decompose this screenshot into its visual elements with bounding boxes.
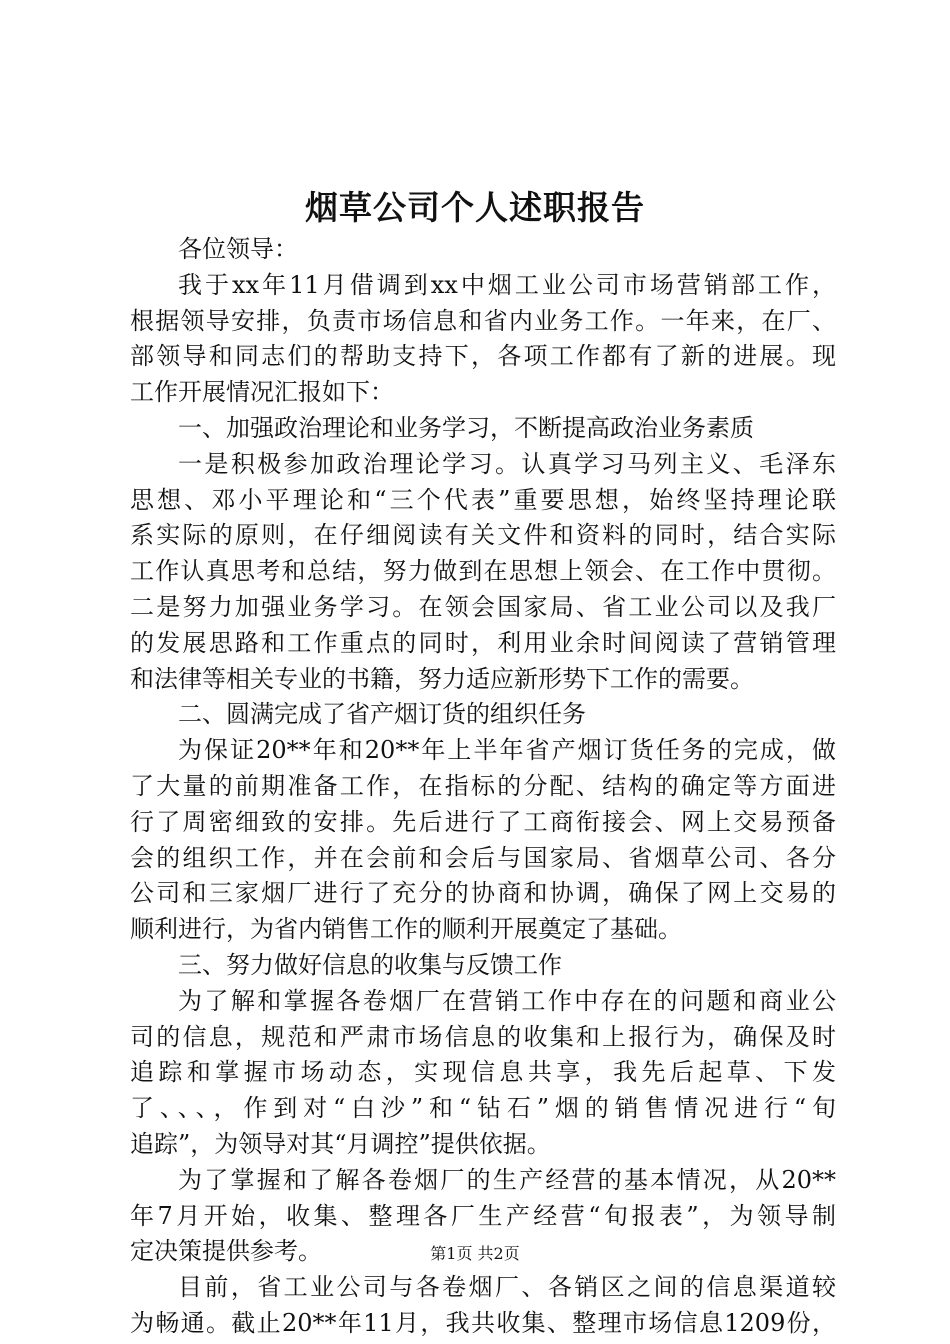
section-heading: 二、圆满完成了省产烟订货的组织任务: [178, 700, 586, 729]
salutation-line: 各位领导：: [178, 235, 298, 263]
paragraph-line: 为保证20**年和20**年上半年省产烟订货任务的完成，做: [178, 736, 836, 765]
paragraph-line: 思想、邓小平理论和“三个代表”重要思想，始终坚持理论联: [130, 485, 836, 514]
document-title: 烟草公司个人述职报告: [305, 188, 645, 227]
paragraph-line: 工作认真思考和总结，努力做到在思想上领会、在工作中贯彻。: [130, 557, 836, 586]
paragraph-line: 定决策提供参考。: [130, 1237, 322, 1266]
paragraph-line: 部领导和同志们的帮助支持下，各项工作都有了新的进展。现: [130, 342, 836, 371]
paragraph-line: 公司和三家烟厂进行了充分的协商和协调，确保了网上交易的: [130, 879, 836, 908]
paragraph-line: 我于xx年11月借调到xx中烟工业公司市场营销部工作，: [178, 270, 836, 299]
paragraph-line: 追踪和掌握市场动态，实现信息共享，我先后起草、下发: [130, 1058, 836, 1087]
paragraph-line: 追踪”，为领导对其“月调控”提供依据。: [130, 1129, 551, 1158]
paragraph-line: 根据领导安排，负责市场信息和省内业务工作。一年来，在厂、: [130, 306, 836, 335]
page-number-footer: 第1页 共2页: [430, 1244, 520, 1263]
paragraph-line: 的发展思路和工作重点的同时，利用业余时间阅读了营销管理: [130, 628, 836, 657]
paragraph-line: 为了解和掌握各卷烟厂在营销工作中存在的问题和商业公: [178, 986, 836, 1015]
paragraph-line: 顺利进行，为省内销售工作的顺利开展奠定了基础。: [130, 915, 682, 944]
paragraph-line: 和法律等相关专业的书籍，努力适应新形势下工作的需要。: [130, 664, 754, 693]
paragraph-line: 年7月开始，收集、整理各厂生产经营“旬报表”，为领导制: [130, 1201, 836, 1230]
paragraph-line: 司的信息，规范和严肃市场信息的收集和上报行为，确保及时: [130, 1022, 836, 1051]
section-heading: 一、加强政治理论和业务学习，不断提高政治业务素质: [178, 413, 754, 442]
paragraph-line: 二是努力加强业务学习。在领会国家局、省工业公司以及我厂: [130, 592, 836, 621]
paragraph-line: 工作开展情况汇报如下：: [130, 378, 394, 407]
paragraph-line: 目前，省工业公司与各卷烟厂、各销区之间的信息渠道较: [178, 1273, 836, 1302]
paragraph-line: 为畅通。截止20**年11月，我共收集、整理市场信息1209份，: [130, 1308, 836, 1337]
document-body: [130, 232, 836, 1342]
paragraph-line: 系实际的原则，在仔细阅读有关文件和资料的同时，结合实际: [130, 521, 836, 550]
paragraph-line: 会的组织工作，并在会前和会后与国家局、省烟草公司、各分: [130, 843, 836, 872]
paragraph-line: 行了周密细致的安排。先后进行了工商衔接会、网上交易预备: [130, 807, 836, 836]
paragraph-line: 为了掌握和了解各卷烟厂的生产经营的基本情况，从20**: [178, 1165, 836, 1194]
paragraph-line: 了大量的前期准备工作，在指标的分配、结构的确定等方面进: [130, 771, 836, 800]
section-heading: 三、努力做好信息的收集与反馈工作: [178, 950, 562, 979]
paragraph-line: 了、、、，作到对“白沙”和“钻石”烟的销售情况进行“旬: [130, 1094, 836, 1123]
paragraph-line: 一是积极参加政治理论学习。认真学习马列主义、毛泽东: [178, 449, 836, 478]
